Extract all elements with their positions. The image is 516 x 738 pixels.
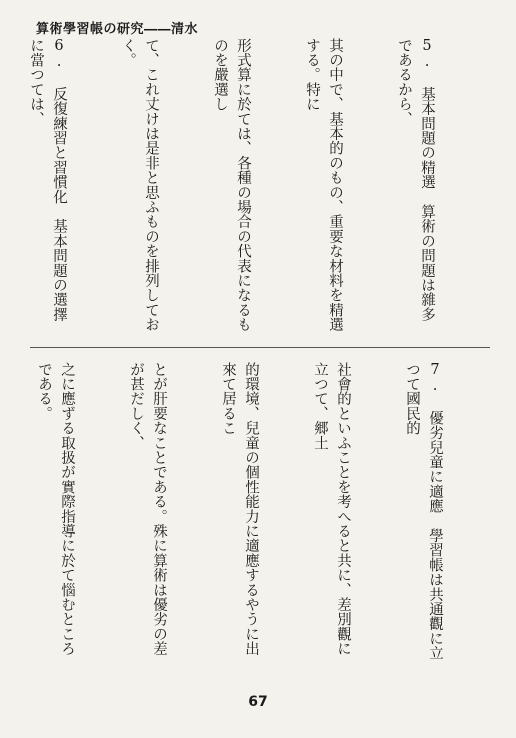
running-header: 算術學習帳の研究――清水 [36, 22, 199, 37]
top-text-block [0, 38, 484, 336]
text-line: 其の中で、基本的のもの、重要な材料を精選する。特に [304, 38, 343, 332]
text-line: て、これ丈けは是非と思ふものを排列しておく。 [120, 38, 159, 332]
page-number: 67 [248, 694, 268, 710]
text-line: 形式算に於ては、各種の場合の代表になるものを嚴選し [212, 38, 251, 332]
text-line: とが肝要なことである。殊に算術は優劣の差が甚だしく、 [128, 362, 167, 656]
bottom-text-block [0, 362, 492, 664]
text-line: 5. 基本問題の精選 算術の問題は雜多であるから、 [396, 38, 435, 322]
text-line: 之に應ずる取扱が實際指導に於て惱むところである。 [36, 362, 75, 656]
section-divider [30, 347, 490, 348]
text-line: 7. 優劣兒童に適應 學習帳は共通觀に立つて國民的 [404, 362, 443, 661]
text-line: 社會的といふことを考へると共に、差別觀に立つて、郷土 [312, 362, 351, 656]
text-line: 6. 反復練習と習慣化 基本問題の選擇に當つては、 [28, 38, 67, 322]
text-line: 的環境、兒童の個性能力に適應するやうに出來て居るこ [220, 362, 259, 656]
